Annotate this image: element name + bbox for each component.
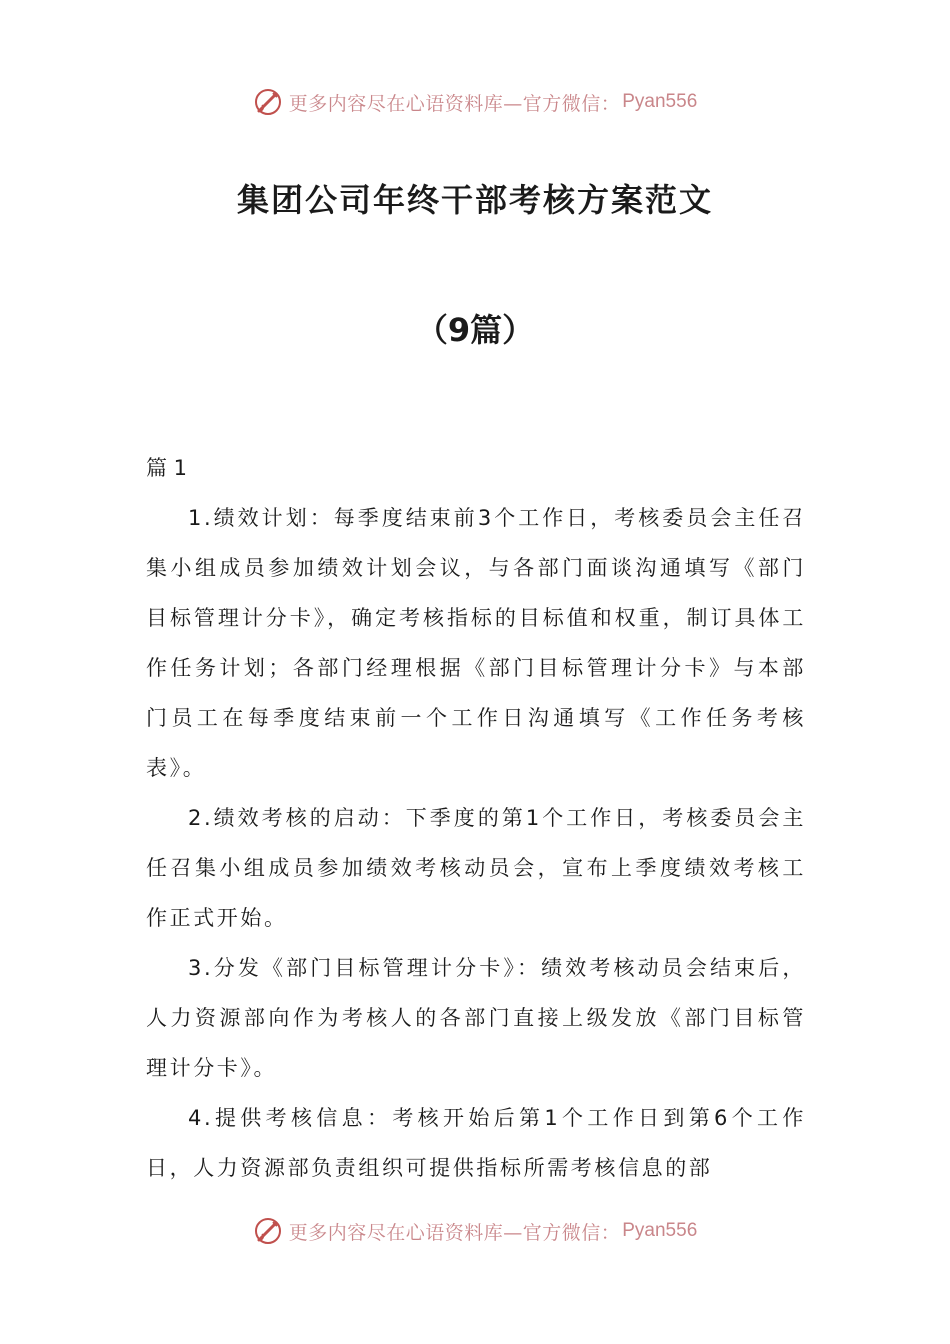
watermark-header — [0, 82, 950, 122]
watermark-footer — [0, 1211, 950, 1251]
paragraph-2: 2.绩效考核的启动：下季度的第1个工作日，考核委员会主任召集小组成员参加绩效考核动员会，宣布上季度绩效考核工作正式开始。 — [146, 806, 806, 930]
watermark-text: 更多内容尽在心语资料库—官方微信： — [288, 92, 621, 115]
document-body — [146, 493, 806, 1193]
paragraph-1: 1.绩效计划：每季度结束前3个工作日，考核委员会主任召集小组成员参加绩效计划会议，与各部门面谈沟通填写《部门目标管理计分卡》，确定考核指标的目标值和权重，制订具体工作任务计划；各部门经理根据《部门目标管理计分卡》与本部门员工在每季度结束前一个工作日沟通填写《工作任务考核表》。 — [146, 506, 806, 780]
document-subtitle: （9篇） — [415, 311, 535, 349]
watermark-wechat-id: Pyan556 — [622, 1220, 698, 1241]
paragraph-3: 3.分发《部门目标管理计分卡》：绩效考核动员会结束后，人力资源部向作为考核人的各部门直接上级发放《部门目标管理计分卡》。 — [146, 956, 806, 1080]
watermark-text: 更多内容尽在心语资料库—官方微信： — [288, 1221, 621, 1244]
paragraph-4: 4.提供考核信息：考核开始后第1个工作日到第6个工作日，人力资源部负责组织可提供指标所需考核信息的部 — [146, 1106, 806, 1180]
pen-logo-icon — [253, 1216, 283, 1246]
chapter-heading: 篇 1 — [146, 456, 188, 480]
document-title: 集团公司年终干部考核方案范文 — [236, 181, 713, 219]
pen-logo-icon — [253, 87, 283, 117]
watermark-wechat-id: Pyan556 — [622, 91, 698, 112]
